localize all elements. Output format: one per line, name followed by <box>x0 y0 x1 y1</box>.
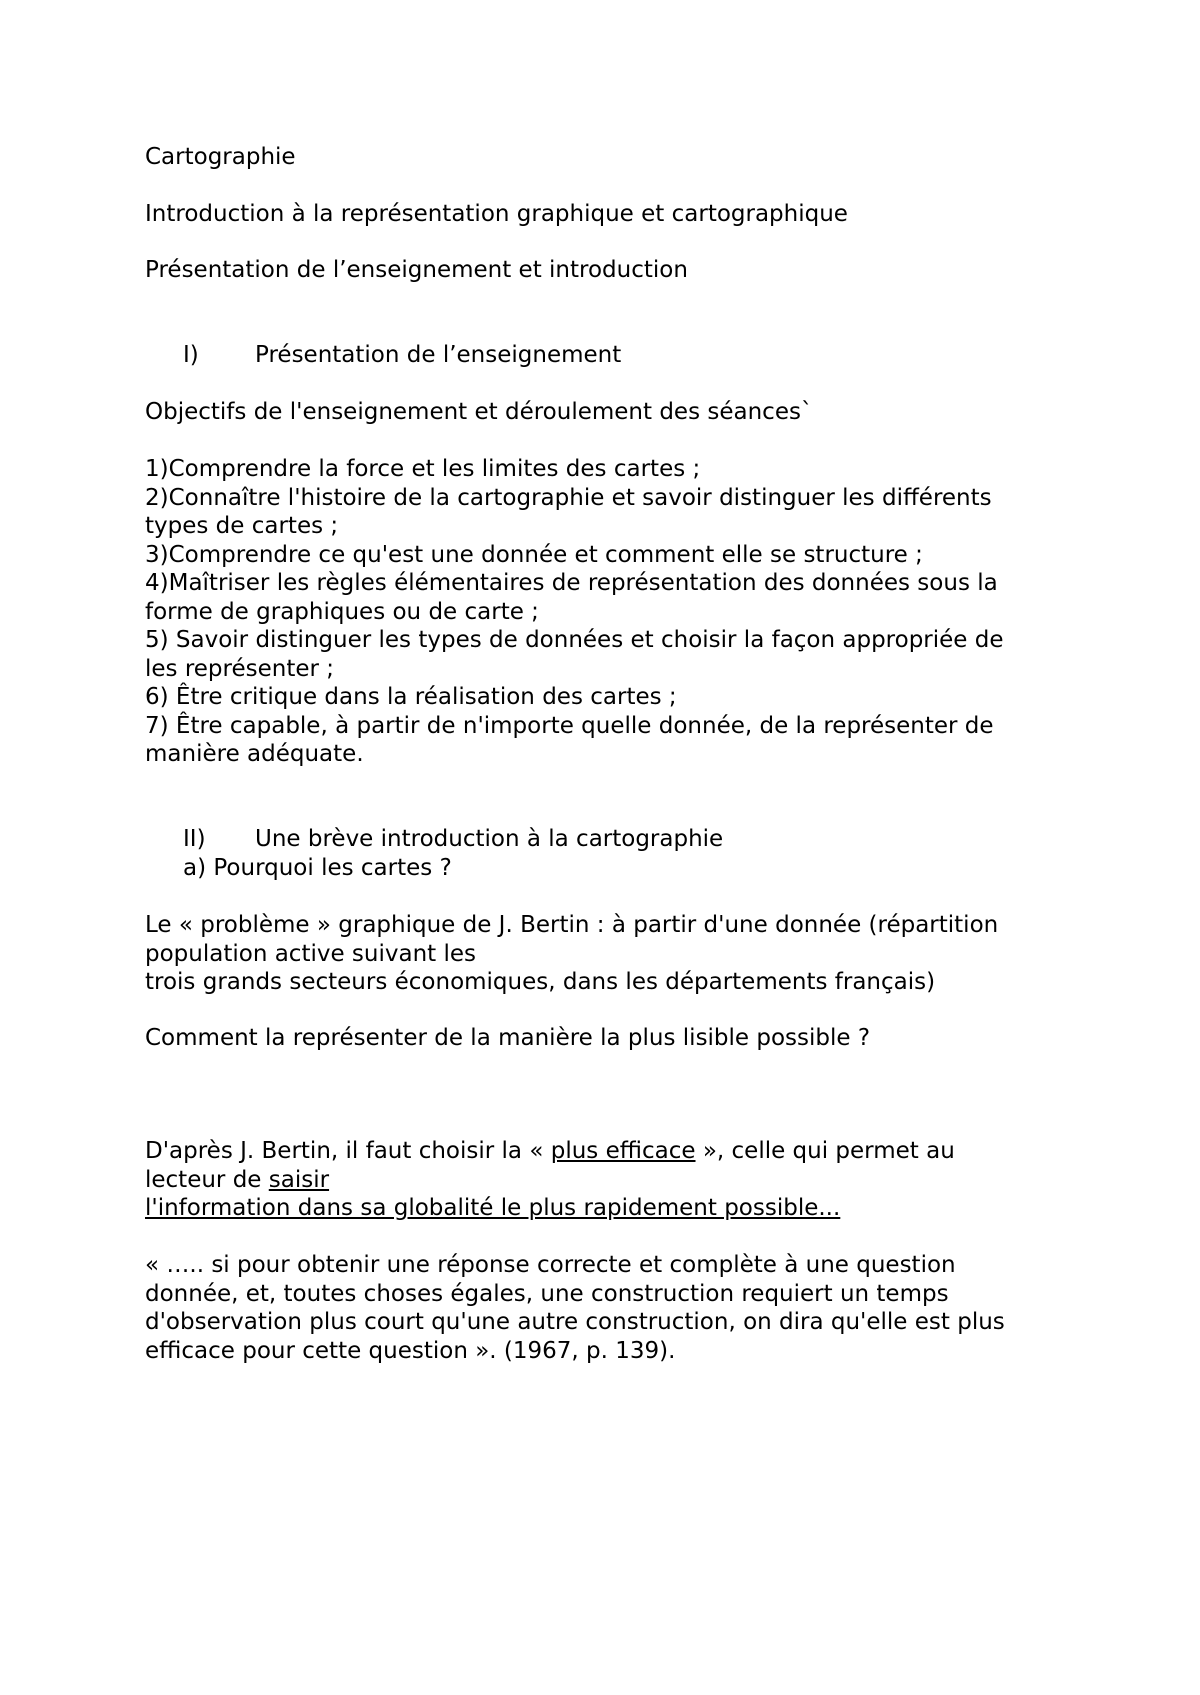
quote-paragraph: « ….. si pour obtenir une réponse correcte et complète à une question donnée, et, toutes choses égales, une construction requiert un temps d'observation plus court qu'une autre construction, on dira qu'elle est plus efficace pour cette question ». (1967, p. 139). <box>145 1252 1005 1364</box>
section-heading: Présentation de l’enseignement et introduction <box>145 257 688 283</box>
list-item: les représenter ; <box>145 655 335 682</box>
part1-title: Présentation de l’enseignement <box>255 342 622 368</box>
part2-numeral: II) <box>183 826 206 852</box>
list-item: 3)Comprendre ce qu'est une donnée et comment elle se structure ; <box>145 541 923 568</box>
list-item: 7) Être capable, à partir de n'importe quelle donnée, de la représenter de <box>145 712 994 739</box>
list-item: 2)Connaître l'histoire de la cartographie et savoir distinguer les différents <box>145 484 992 511</box>
list-item: forme de graphiques ou de carte ; <box>145 598 539 625</box>
underlined-phrase: plus efficace <box>550 1138 696 1164</box>
list-item: types de cartes ; <box>145 513 339 539</box>
list-item: 5) Savoir distinguer les types de données et choisir la façon appropriée de <box>145 627 1004 653</box>
list-item: 6) Être critique dans la réalisation des cartes ; <box>145 684 677 710</box>
objectives-list <box>145 455 1065 769</box>
document-title: Cartographie <box>145 144 296 170</box>
list-item: 4)Maîtriser les règles élémentaires de représentation des données sous la <box>145 570 998 596</box>
document-subtitle: Introduction à la représentation graphique et cartographique <box>145 201 848 227</box>
list-item: 1)Comprendre la force et les limites des cartes ; <box>145 456 701 482</box>
part2-subheading-a: a) Pourquoi les cartes ? <box>183 855 452 881</box>
part2-title: Une brève introduction à la cartographie <box>255 826 724 852</box>
objectives-heading: Objectifs de l'enseignement et déroulement des séances` <box>145 399 813 425</box>
bertin-choice-paragraph: D'après J. Bertin, il faut choisir la « plus efficace », celle qui permet au lecteur de saisir l'information dans sa globalité le plus rapidement possible... <box>145 1138 955 1221</box>
bertin-problem-paragraph: Le « problème » graphique de J. Bertin : à partir d'une donnée (répartition population active suivant les trois grands secteurs économiques, dans les départements français) <box>145 912 999 995</box>
underlined-sentence: l'information dans sa globalité le plus rapidement possible... <box>145 1195 841 1221</box>
question-paragraph: Comment la représenter de la manière la plus lisible possible ? <box>145 1025 871 1051</box>
part1-numeral: I) <box>183 342 199 368</box>
underlined-word: saisir <box>268 1166 330 1193</box>
list-item: manière adéquate. <box>145 741 364 767</box>
